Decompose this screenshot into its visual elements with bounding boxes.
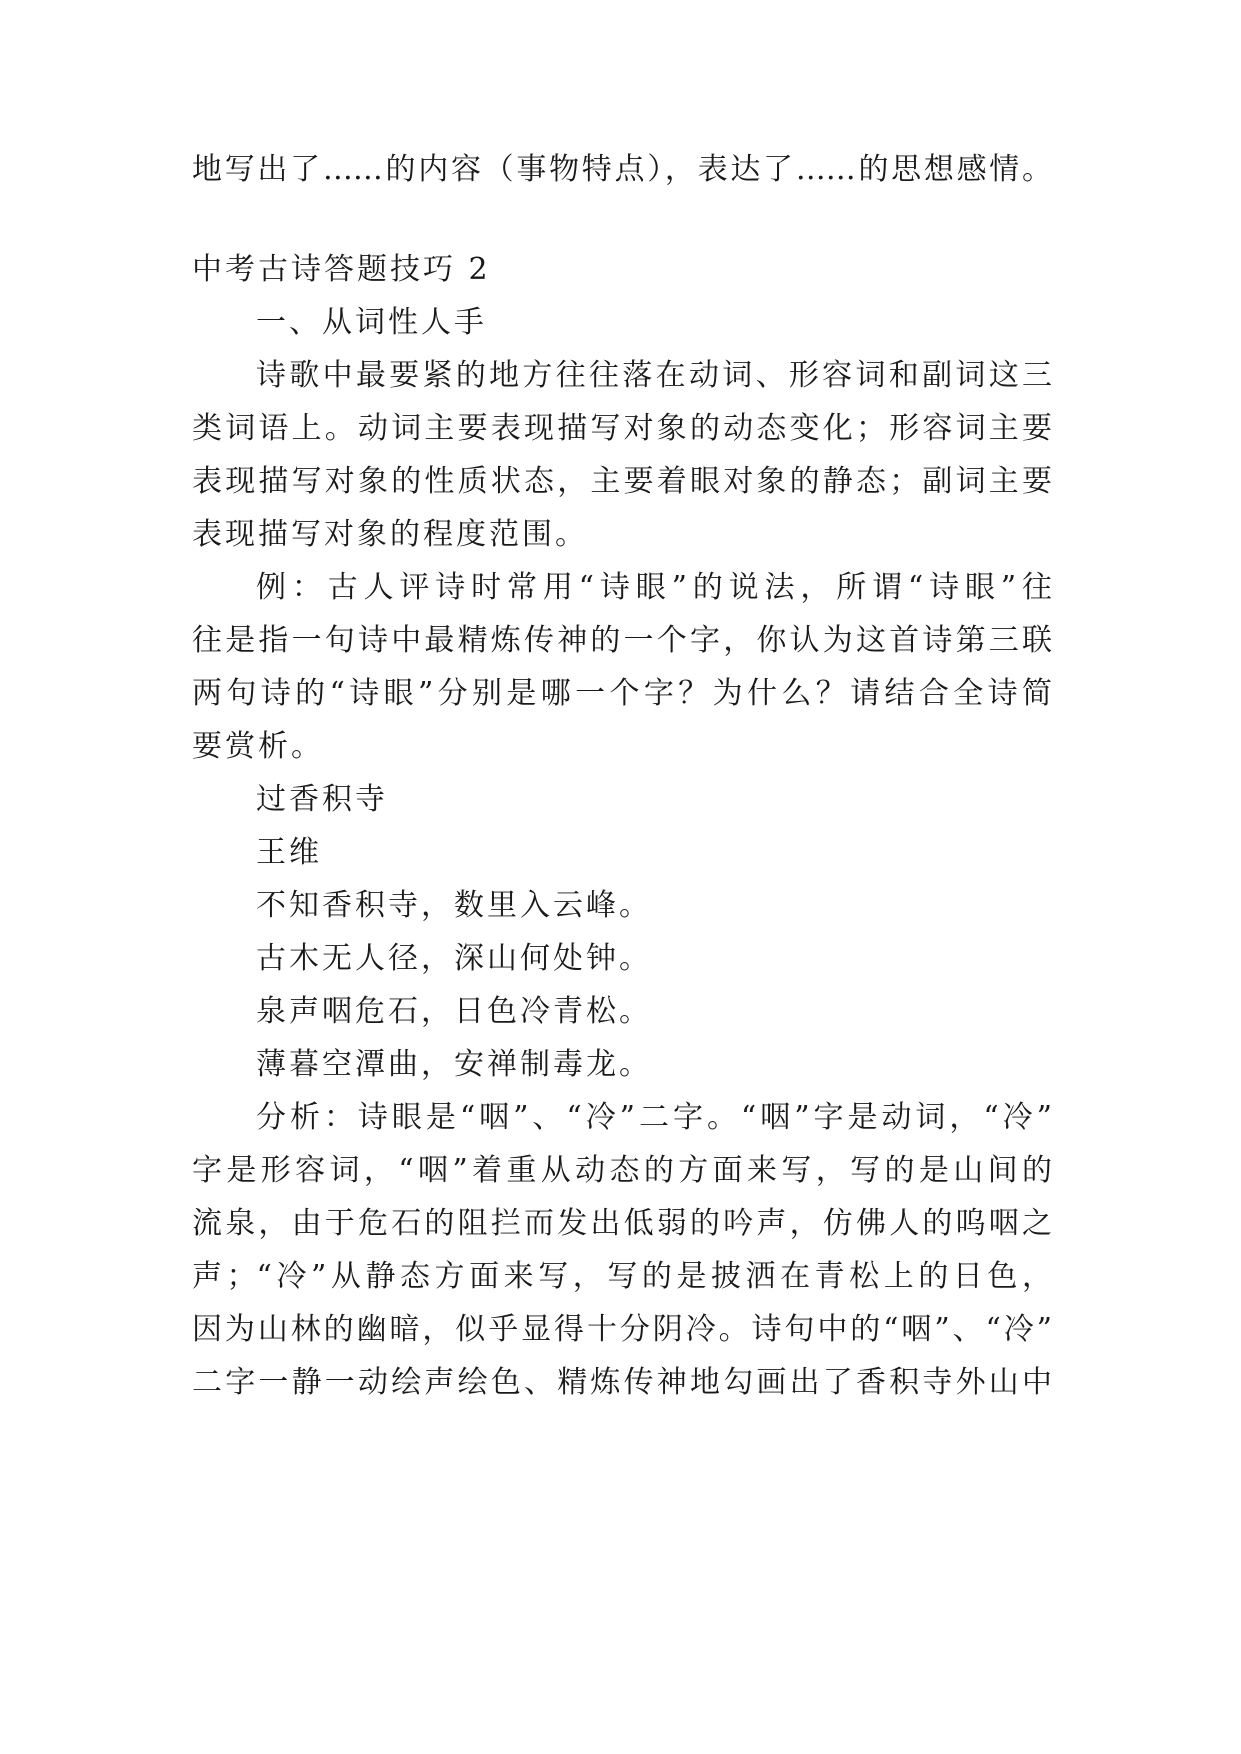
paragraph-line: 地写出了……的内容（事物特点），表达了……的思想感情。: [192, 152, 1052, 187]
paragraph-line: 声；“冷”从静态方面来写，写的是披洒在青松上的日色，: [192, 1259, 1052, 1294]
paragraph-line: 例：古人评诗时常用“诗眼”的说法，所谓“诗眼”往: [256, 570, 1052, 605]
paragraph-line: 二字一静一动绘声绘色、精炼传神地勾画出了香积寺外山中: [192, 1365, 1052, 1400]
poem-line: 泉声咽危石，日色冷青松。: [256, 994, 652, 1029]
paragraph-line: 字是形容词，“咽”着重从动态的方面来写，写的是山间的: [192, 1153, 1052, 1188]
section-heading: 中考古诗答题技巧 2: [192, 252, 491, 287]
poem-line: 古木无人径，深山何处钟。: [256, 941, 652, 976]
paragraph-line: 诗歌中最要紧的地方往往落在动词、形容词和副词这三: [256, 358, 1052, 393]
poem-line: 不知香积寺，数里入云峰。: [256, 888, 652, 923]
paragraph-line: 分析：诗眼是“咽”、“冷”二字。“咽”字是动词，“冷”: [256, 1100, 1052, 1135]
paragraph-line: 表现描写对象的程度范围。: [192, 517, 588, 552]
poem-title: 过香积寺: [256, 782, 388, 817]
poem-line: 薄暮空潭曲，安禅制毒龙。: [256, 1047, 652, 1082]
paragraph-line: 要赏析。: [192, 729, 324, 764]
subheading: 一、从词性人手: [256, 305, 487, 340]
paragraph-line: 两句诗的“诗眼”分别是哪一个字？为什么？请结合全诗简: [192, 676, 1052, 711]
paragraph-line: 因为山林的幽暗，似乎显得十分阴冷。诗句中的“咽”、“冷”: [192, 1312, 1052, 1347]
paragraph-line: 往是指一句诗中最精炼传神的一个字，你认为这首诗第三联: [192, 623, 1052, 658]
paragraph-line: 类词语上。动词主要表现描写对象的动态变化；形容词主要: [192, 411, 1052, 446]
poem-author: 王维: [256, 835, 322, 870]
paragraph-line: 表现描写对象的性质状态，主要着眼对象的静态；副词主要: [192, 464, 1052, 499]
paragraph-line: 流泉，由于危石的阻拦而发出低弱的吟声，仿佛人的呜咽之: [192, 1206, 1052, 1241]
